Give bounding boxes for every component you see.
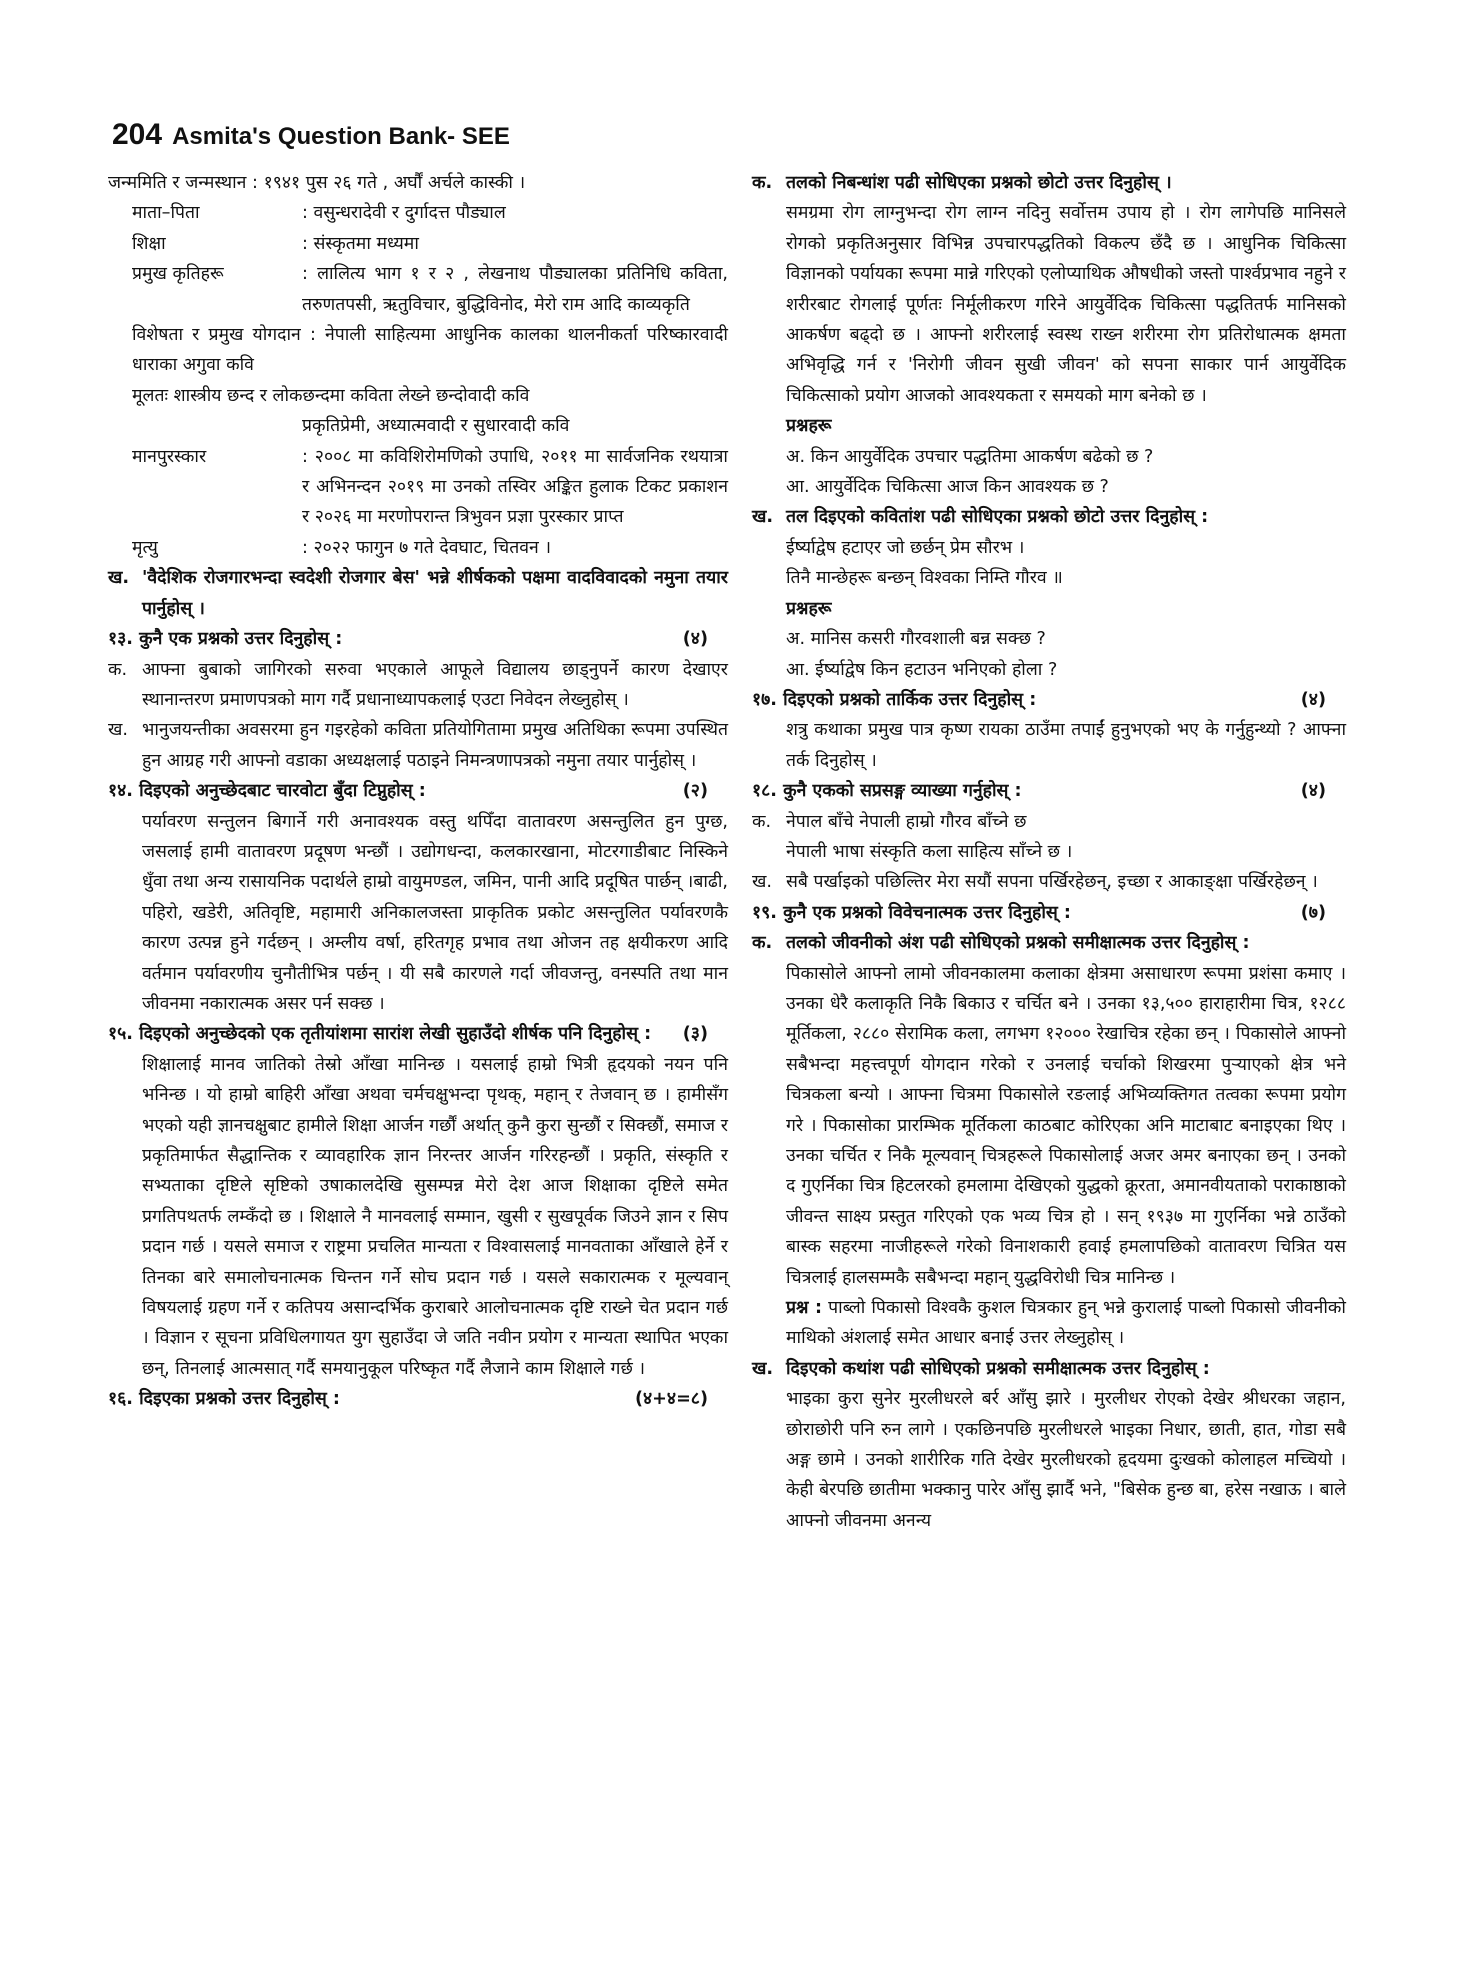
right-column [752, 168, 1346, 1536]
question-15-passage: शिक्षालाई मानव जातिको तेस्रो आँखा मानिन्छ । यसलाई हाम्रो भित्री हृदयको नयन पनि भनिन्छ । यो हाम्रो बाहिरी आँखा अथवा चर्मचक्षुभन्दा पृथक्, महान् र तेजवान् छ । हामीसँग भएको यही ज्ञानचक्षुबाट हामीले शिक्षा आर्जन गर्छौं अर्थात् कुनै कुरा सुन्छौं र सिक्छौं, समाज र प्रकृतिमार्फत सैद्धान्तिक र व्यावहारिक ज्ञान निरन्तर आर्जन गरिरहन्छौं । प्रकृति, संस्कृति र सभ्यताका दृष्टिले सृष्टिको उषाकालदेखि सुसम्पन्न मेरो देश आज शिक्षाका दृष्टिले समेत प्रगतिपथतर्फ लम्कँदो छ । शिक्षाले नै मानवलाई सम्मान, खुसी र सुखपूर्वक जिउने ज्ञान र सिप प्रदान गर्छ । यसले समाज र राष्ट्रमा प्रचलित मान्यता र विश्वासलाई मानवताका आँखाले हेर्ने र तिनका बारे समालोचनात्मक चिन्तन गर्ने सोच प्रदान गर्छ । यसले सकारात्मक र मूल्यवान् विषयलाई ग्रहण गर्ने र कतिपय असान्दर्भिक कुराबारे आलोचनात्मक दृष्टि राख्ने चेत प्रदान गर्छ । विज्ञान र सूचना प्रविधिलगायत युग सुहाउँदा जे जति नवीन प्रयोग र मान्यता स्थापित भएका छन्, तिनलाई आत्मसात् गर्दै समयानुकूल परिष्कृत गर्दै लैजाने काम शिक्षाले गर्छ । [142, 1054, 728, 1379]
question-18-a-line2: नेपाली भाषा संस्कृति कला साहित्य साँच्ने छ । [786, 841, 1073, 862]
question-19-title: १९. कुनै एक प्रश्नको विवेचनात्मक उत्तर दिनुहोस् : (७) [752, 902, 1326, 923]
bio-row: प्रमुख कृतिहरू : लालित्य भाग १ र २ , लेखनाथ पौड्यालका प्रतिनिधि कविता, तरुणतपसी, ऋतुविचार, बुद्धिविनोद, मेरो राम आदि काव्यकृति [132, 264, 728, 315]
question-19-ka-title: क. तलको जीवनीको अंश पढी सोधिएको प्रश्नको समीक्षात्मक उत्तर दिनुहोस् : [752, 933, 1250, 954]
question-ka-passage: समग्रमा रोग लाग्नुभन्दा रोग लाग्न नदिनु सर्वोत्तम उपाय हो । रोग लागेपछि मानिसले रोगको प्रकृतिअनुसार विभिन्न उपचारपद्धतिको विकल्प छँदै छ । आधुनिक चिकित्सा विज्ञानको पर्यायका रूपमा मान्ने गरिएको एलोप्याथिक औषधीको जस्तो पार्श्वप्रभाव नहुने र शरीरबाट रोगलाई पूर्णतः निर्मूलीकरण गरिने आयुर्वेदिक चिकित्सा पद्धतितर्फ मानिसको आकर्षण बढ्दो छ । आफ्नो शरीरलाई स्वस्थ राख्न शरीरमा रोग प्रतिरोधात्मक क्षमता अभिवृद्धि गर्न र 'निरोगी जीवन सुखी जीवन' को सपना साकार पार्न आयुर्वेदिक चिकित्साको प्रयोग आजको आवश्यकता र समयको माग बनेको छ । [786, 203, 1346, 406]
bio-row: शिक्षा : संस्कृतमा मध्यमा [132, 233, 419, 254]
bio-row: मानपुरस्कार : २००८ मा कविशिरोमणिको उपाधि, २०११ मा सार्वजनिक रथयात्रा र अभिनन्दन २०१९ मा उनको तस्विर अङ्कित हुलाक टिकट प्रकाशन र २०२६ मा मरणोपरान्त त्रिभुवन प्रज्ञा पुरस्कार प्राप्त [132, 446, 728, 528]
bio-row: माता–पिता : वसुन्धरादेवी र दुर्गादत्त पौड्याल [132, 203, 506, 224]
question-18-a: क. नेपाल बाँचे नेपाली हाम्रो गौरव बाँच्ने छ [752, 811, 1027, 832]
question-kha-title: ख. तल दिइएको कवितांश पढी सोधिएका प्रश्नको छोटो उत्तर दिनुहोस् : [752, 507, 1209, 528]
bio-row: मूलतः शास्त्रीय छन्द र लोकछन्दमा कविता लेख्ने छन्दोवादी कवि प्रकृतिप्रेमी, अध्यात्मवादी र सुधारवादी कवि [132, 385, 570, 437]
question-kha: ख. 'वैदेशिक रोजगारभन्दा स्वदेशी रोजगार बेस' भन्ने शीर्षकको पक्षमा वादविवादको नमुना तयार पार्नुहोस् । [108, 568, 728, 619]
page-header [112, 118, 510, 152]
sub-question: अ. किन आयुर्वेदिक उपचार पद्धतिमा आकर्षण बढेको छ ? [786, 446, 1154, 467]
bio-row: मृत्यु : २०२२ फागुन ७ गते देवघाट, चितवन । [132, 537, 552, 558]
question-17-title: १७. दिइएको प्रश्नको तार्किक उत्तर दिनुहोस् : (४) [752, 689, 1326, 710]
question-18-title: १८. कुनै एकको सप्रसङ्ग व्याख्या गर्नुहोस् : (४) [752, 781, 1326, 802]
questions-heading: प्रश्नहरू [786, 598, 832, 619]
sub-question: आ. आयुर्वेदिक चिकित्सा आज किन आवश्यक छ ? [786, 477, 1109, 498]
bio-row: जन्ममिति र जन्मस्थान : १९४१ पुस २६ गते , अर्घौं अर्चले कास्की । [108, 173, 526, 193]
question-13-b: ख. भानुजयन्तीका अवसरमा हुन गइरहेको कविता प्रतियोगितामा प्रमुख अतिथिका रूपमा उपस्थित हुन आग्रह गरी आफ्नो वडाका अध्यक्षलाई पठाइने निमन्त्रणापत्रको नमुना तयार पार्नुहोस् । [108, 720, 728, 771]
question-18-b: ख. सबै पर्खाइको पछिल्तिर मेरा सयौं सपना पर्खिरहेछन्, इच्छा र आकाङ्क्षा पर्खिरहेछन् । [752, 872, 1318, 893]
sub-question: आ. ईर्ष्याद्वेष किन हटाउन भनिएको होला ? [786, 659, 1058, 680]
question-14-title: १४. दिइएको अनुच्छेदबाट चारवोटा बुँदा टिप्नुहोस् : (२) [108, 781, 708, 802]
questions-heading: प्रश्नहरू [786, 416, 832, 437]
sub-question: अ. मानिस कसरी गौरवशाली बन्न सक्छ ? [786, 629, 1046, 650]
left-column [108, 168, 728, 1415]
question-19-prashna: प्रश्न : पाब्लो पिकासो विश्वकै कुशल चित्रकार हुन् भन्ने कुरालाई पाब्लो पिकासो जीवनीको माथिको अंशलाई समेत आधार बनाई उत्तर लेख्नुहोस् । [786, 1298, 1346, 1349]
question-16-title: १६. दिइएका प्रश्नको उत्तर दिनुहोस् : (४+४=८) [108, 1389, 708, 1410]
bio-row: विशेषता र प्रमुख योगदान : नेपाली साहित्यमा आधुनिक कालका थालनीकर्ता परिष्कारवादी धाराका अगुवा कवि [132, 325, 728, 376]
question-15-title: १५. दिइएको अनुच्छेदको एक तृतीयांशमा सारांश लेखी सुहाउँदो शीर्षक पनि दिनुहोस् : (३) [108, 1024, 708, 1045]
question-ka-title: क. तलको निबन्धांश पढी सोधिएका प्रश्नको छोटो उत्तर दिनुहोस् । [752, 173, 1172, 193]
poem-line: ईर्ष्याद्वेष हटाएर जो छर्छन् प्रेम सौरभ । [786, 537, 1025, 558]
question-13-title: १३. कुनै एक प्रश्नको उत्तर दिनुहोस् : (४) [108, 629, 708, 650]
poem-line: तिनै मान्छेहरू बन्छन् विश्वका निम्ति गौरव ॥ [786, 568, 1063, 589]
question-19-kha-passage: भाइका कुरा सुनेर मुरलीधरले बर्र आँसु झारे । मुरलीधर रोएको देखेर श्रीधरका जहान, छोराछोरी पनि रुन लागे । एकछिनपछि मुरलीधरले भाइका निधार, छाती, हात, गोडा सबै अङ्ग छामे । उनको शारीरिक गति देखेर मुरलीधरको हृदयमा दुःखको कोलाहल मच्चियो । केही बेरपछि छातीमा भक्कानु पारेर आँसु झार्दै भने, "बिसेक हुन्छ बा, हरेस नखाऊ । बाले आफ्नो जीवनमा अनन्य [786, 1389, 1346, 1531]
book-title: Asmita's Question Bank- SEE [172, 123, 510, 150]
question-17-text: शत्रु कथाका प्रमुख पात्र कृष्ण रायका ठाउँमा तपाईं हुनुभएको भए के गर्नुहुन्थ्यो ? आफ्ना तर्क दिनुहोस् । [786, 720, 1346, 771]
question-14-passage: पर्यावरण सन्तुलन बिगार्ने गरी अनावश्यक वस्तु थपिँदा वातावरण असन्तुलित हुन पुग्छ, जसलाई हामी वातावरण प्रदूषण भन्छौं । उद्योगधन्दा, कलकारखाना, मोटरगाडीबाट निस्किने धुँवा तथा अन्य रासायनिक पदार्थले हाम्रो वायुमण्डल, जमिन, पानी आदि प्रदूषित पार्छन् ।बाढी, पहिरो, खडेरी, अतिवृष्टि, महामारी अनिकालजस्ता प्राकृतिक प्रकोट असन्तुलित पर्यावरणकै कारण उत्पन्न हुने गर्दछन् । अम्लीय वर्षा, हरितगृह प्रभाव तथा ओजन तह क्षयीकरण आदि वर्तमान पर्यावरणीय चुनौतीभित्र पर्छन् । यी सबै कारणले गर्दा जीवजन्तु, वनस्पति तथा मान जीवनमा नकारात्मक असर पर्न सक्छ । [142, 811, 728, 1014]
question-19-ka-passage: पिकासोले आफ्नो लामो जीवनकालमा कलाका क्षेत्रमा असाधारण रूपमा प्रशंसा कमाए । उनका धेरै कलाकृति निकै बिकाउ र चर्चित बने । उनका १३,५०० हाराहारीमा चित्र, १२८८ मूर्तिकला, २८८० सेरामिक कला, लगभग १२००० रेखाचित्र रहेका छन् । पिकासोले आफ्नो सबैभन्दा महत्त्वपूर्ण योगदान गरेको र उनलाई चर्चाको शिखरमा पुऱ्याएको क्षेत्र भने चित्रकला बन्यो । आफ्ना चित्रमा पिकासोले रङलाई अभिव्यक्तिगत तत्वका रूपमा प्रयोग गरे । पिकासोका प्रारम्भिक मूर्तिकला काठबाट कोरिएका अनि माटाबाट बनाइएका थिए । उनका चर्चित र निकै मूल्यवान् चित्रहरूले पिकासोलाई अजर अमर बनाएका छन् । उनको द गुएर्निका चित्र हिटलरको हमलामा देखिएको युद्धको क्रूरता, अमानवीयताको पराकाष्ठाको जीवन्त साक्ष्य प्रस्तुत गरिएको एक भव्य चित्र हो । सन् १९३७ मा गुएर्निका भन्ने ठाउँको बास्क सहरमा नाजीहरूले गरेको विनाशकारी हवाई हमलापछिको वातावरण चित्रित यस चित्रलाई हालसम्मकै सबैभन्दा महान् युद्धविरोधी चित्र मानिन्छ । [786, 963, 1347, 1288]
question-19-kha-title: ख. दिइएको कथांश पढी सोधिएको प्रश्नको समीक्षात्मक उत्तर दिनुहोस् : [752, 1358, 1210, 1379]
page-number: 204 [112, 118, 163, 151]
question-13-a: क. आफ्ना बुबाको जागिरको सरुवा भएकाले आफूले विद्यालय छाड्नुपर्ने कारण देखाएर स्थानान्तरण प्रमाणपत्रको माग गर्दै प्रधानाध्यापकलाई एउटा निवेदन लेख्नुहोस् । [108, 659, 728, 710]
